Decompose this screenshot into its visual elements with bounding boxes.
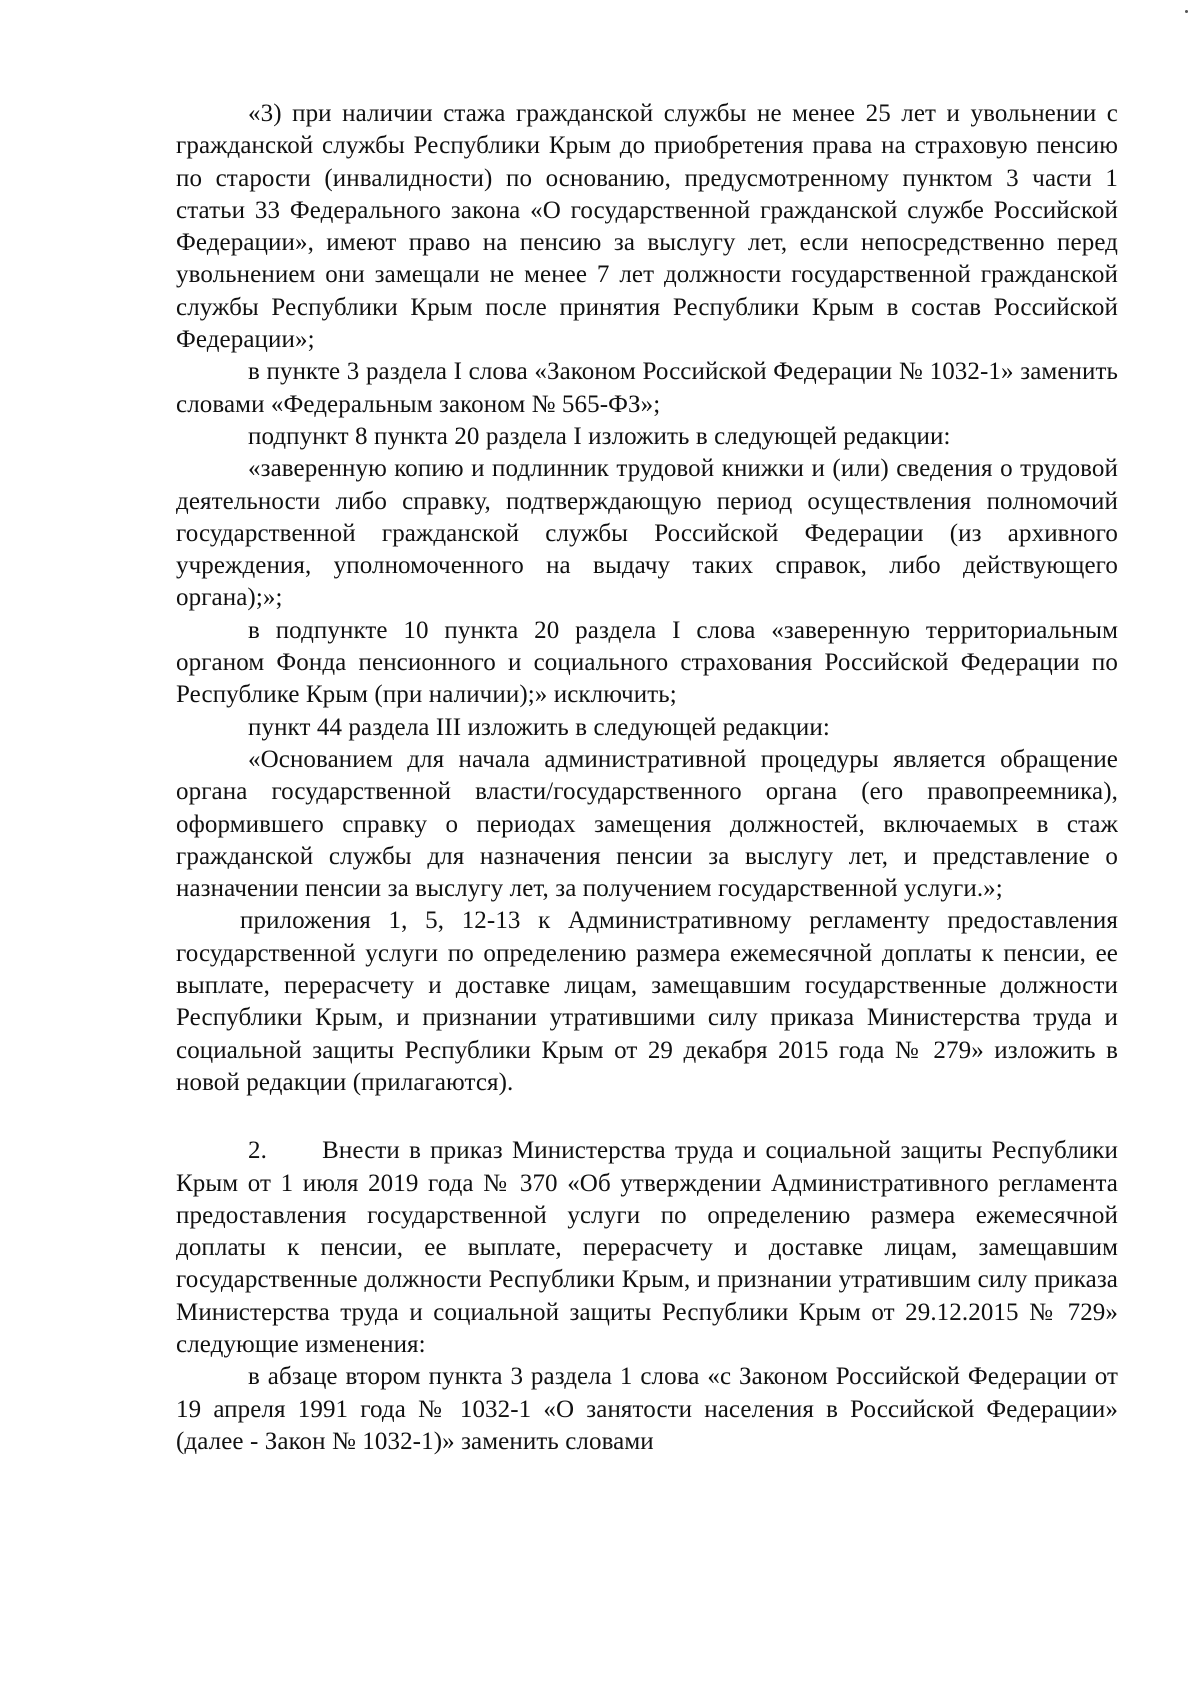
scan-artifact-dot (1185, 10, 1188, 13)
paragraph-pension-condition: «3) при наличии стажа гражданской службы не менее 25 лет и увольнении с гражданской службы Республики Крым до приобретения права на страховую пенсию по старости (инвалидности) по основанию, предусмотренному пунктом 3 части 1 статьи 33 Федерального закона «О государственной гражданской службе Российской Федерации», имеют право на пенсию за выслугу лет, если непосредственно перед увольнением они замещали не менее 7 лет должности государственной гражданской службы Республики Крым после принятия Республики Крым в состав Российской Федерации»; (176, 100, 1118, 354)
paragraph-subpoint-8-text: «заверенную копию и подлинник трудовой книжки и (или) сведения о трудовой деятельности либо справку, подтверждающую период осуществления полномочий государственной гражданской службы Российской Федерации (из архивного учреждения, уполномоченного на выдачу таких справок, либо действующего органа);»; (176, 455, 1118, 612)
paragraph-subpoint-10: в подпункте 10 пункта 20 раздела I слова «заверенную территориальным органом Фонда пенсионного и социального страхования Российской Федерации по Республике Крым (при наличии);» исключить; (176, 616, 1118, 709)
document-body (176, 98, 1125, 1458)
paragraph-appendices: приложения 1, 5, 12-13 к Административному регламенту предоставления государственной услуги по определению размера ежемесячной доплаты к пенсии, ее выплате, перерасчету и доставке лицам, замещавшим государственные должности Республики Крым, и признании утратившими силу приказа Министерства труда и социальной защиты Республики Крым от 29 декабря 2015 года № 279» изложить в новой редакции (прилагаются). (176, 907, 1118, 1096)
paragraph-item-2: 2. Внести в приказ Министерства труда и социальной защиты Республики Крым от 1 июля 2019 года № 370 «Об утверждении Административного регламента предоставления государственной услуги по определению размера ежемесячной доплаты к пенсии, ее выплате, перерасчету и доставке лицам, замещавшим государственные должности Республики Крым, и признании утратившим силу приказа Министерства труда и социальной защиты Республики Крым от 29.12.2015 № 729» следующие изменения: (176, 1137, 1125, 1358)
paragraph-point-44-text: «Основанием для начала административной процедуры является обращение органа государственной власти/государственного органа (его правопреемника), оформившего справку о периодах замещения должностей, включаемых в стаж гражданской службы для назначения пенсии за выслугу лет, и представление о назначении пенсии за выслугу лет, за получением государственной услуги.»; (176, 745, 1118, 903)
paragraph-second-abzac: в абзаце втором пункта 3 раздела 1 слова «с Законом Российской Федерации от 19 апреля 1991 года № 1032-1 «О занятости населения в Российской Федерации» (далее - Закон № 1032-1)» заменить словами (176, 1363, 1118, 1455)
paragraph-section-1-point-3: в пункте 3 раздела I слова «Законом Российской Федерации № 1032-1» заменить словами «Федеральным законом № 565-ФЗ»; (176, 358, 1118, 418)
paragraph-subpoint-8-intro: подпункт 8 пункта 20 раздела I изложить в следующей редакции: (248, 422, 951, 450)
paragraph-point-44-intro: пункт 44 раздела III изложить в следующей редакции: (248, 713, 830, 741)
